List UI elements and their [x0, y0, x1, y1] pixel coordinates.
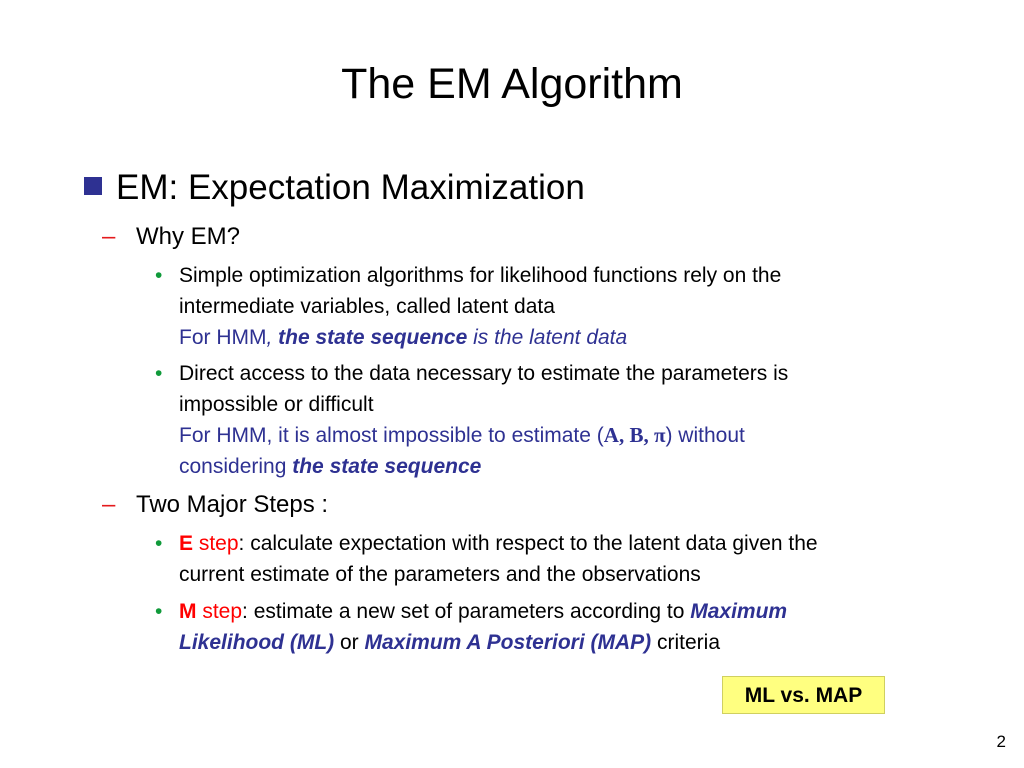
step-label: step [196, 600, 243, 623]
emphasis-span: the state sequence [278, 326, 468, 349]
why-em-text: Why EM? [136, 223, 241, 250]
bullet-level1-text: EM: Expectation Maximization [116, 168, 585, 207]
dot-bullet-icon: • [155, 362, 163, 385]
square-bullet-icon [84, 177, 102, 195]
param-b: B [629, 423, 644, 447]
m-letter: M [179, 600, 197, 623]
slide-title: The EM Algorithm [341, 60, 683, 108]
dot-bullet-icon: • [155, 600, 163, 623]
bullet-level1 [84, 166, 585, 210]
bullet-body [179, 596, 955, 658]
text-line: current estimate of the parameters and the observations [179, 563, 701, 586]
bullet-m-step [155, 596, 955, 658]
bullet-body [179, 358, 955, 482]
text-span: or [334, 631, 365, 654]
dash-bullet-icon: – [102, 223, 116, 250]
subbullet-two-steps [102, 490, 328, 520]
text-span: , [266, 326, 279, 349]
bullet-e-step [155, 528, 955, 590]
emphasis-span: Likelihood (ML) [179, 631, 335, 654]
text-span: , [618, 423, 630, 447]
text-line: impossible or difficult [179, 393, 374, 416]
param-a: A [603, 423, 619, 447]
text-span: is the latent data [467, 326, 628, 349]
dot-bullet-icon: • [155, 264, 163, 287]
bullet-body [179, 260, 955, 353]
e-letter: E [179, 532, 194, 555]
ml-vs-map-tag: ML vs. MAP [722, 676, 885, 714]
emphasis-span: Maximum [690, 600, 788, 623]
bullet-body [179, 528, 955, 590]
text-line: Direct access to the data necessary to estimate the parameters is [179, 362, 789, 385]
text-span: considering [179, 455, 293, 478]
bullet-direct-access [155, 358, 955, 482]
page-number: 2 [996, 732, 1006, 751]
subbullet-why-em [102, 222, 240, 252]
emphasis-span: Maximum A Posteriori (MAP) [364, 631, 652, 654]
text-span: : calculate expectation with respect to the latent data given the [238, 532, 818, 555]
hmm-latent-line [179, 322, 955, 353]
text-line [179, 528, 955, 559]
text-line: intermediate variables, called latent data [179, 295, 555, 318]
text-span: : estimate a new set of parameters according to [242, 600, 691, 623]
text-line: Simple optimization algorithms for likelihood functions rely on the [179, 264, 782, 287]
text-span: , [643, 423, 654, 447]
considering-line [179, 451, 955, 482]
text-span: ) without [665, 424, 745, 447]
hmm-estimate-line [179, 420, 955, 451]
text-line [179, 627, 955, 658]
text-span: For HMM, it is almost impossible to estimate ( [179, 424, 604, 447]
dash-bullet-icon: – [102, 491, 116, 518]
param-pi: π [653, 423, 666, 447]
two-steps-text: Two Major Steps : [136, 491, 329, 518]
text-span: criteria [651, 631, 721, 654]
emphasis-span: the state sequence [292, 455, 482, 478]
text-span: For HMM [179, 326, 267, 349]
step-label: step [193, 532, 239, 555]
bullet-simple-optimization [155, 260, 955, 353]
dot-bullet-icon: • [155, 532, 163, 555]
text-line [179, 596, 955, 627]
